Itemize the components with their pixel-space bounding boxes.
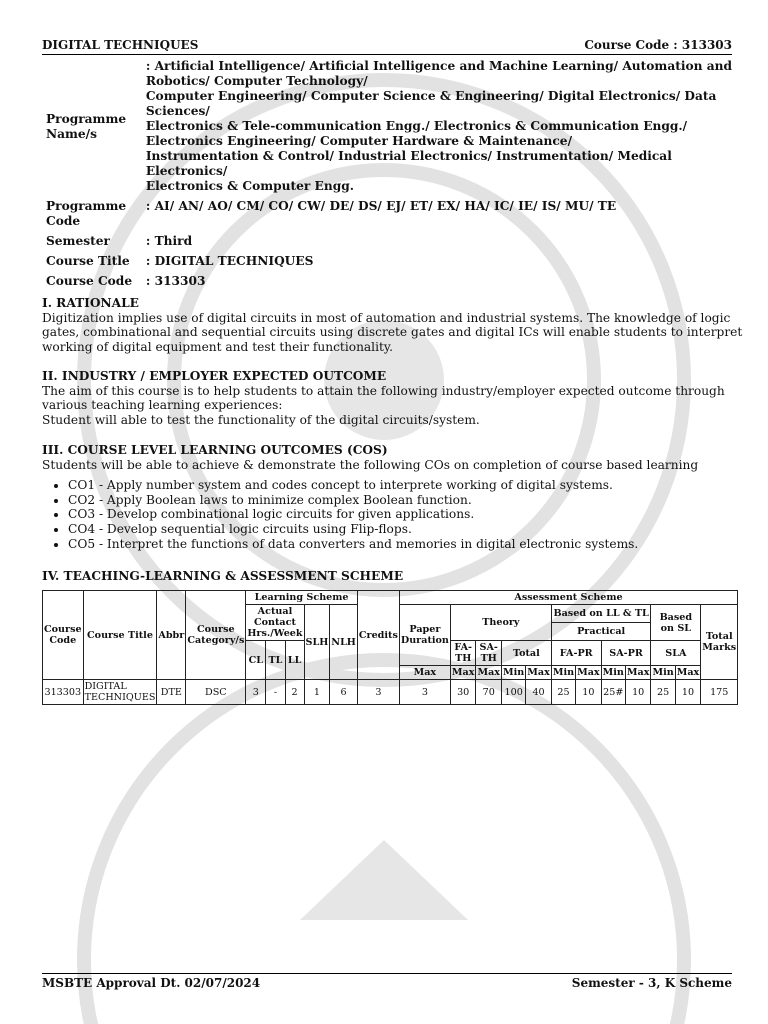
th-assessment-scheme: Assessment Scheme — [399, 591, 737, 605]
th-fa-th: FA-TH — [450, 641, 476, 666]
cell-total-min: 40 — [526, 680, 552, 705]
rationale-section — [42, 296, 743, 354]
programme-code-row — [42, 199, 732, 234]
cell-abbr: DTE — [157, 680, 186, 705]
th-course-title: Course Title — [83, 591, 157, 680]
cell-nlh: 6 — [330, 680, 358, 705]
th-cl: CL — [246, 641, 266, 680]
th-min: Min — [503, 667, 525, 678]
programme-names-label: Programme Name/s — [46, 111, 127, 141]
industry-outcome-line: Student will able to test the functionality of the digital circuits/system. — [42, 412, 480, 427]
cell-credits: 3 — [357, 680, 399, 705]
course-code-row — [42, 274, 732, 294]
th-max: Max — [577, 667, 600, 678]
scheme-data-row — [43, 680, 738, 705]
cell-fa-pr-max: 25 — [551, 680, 575, 705]
programme-code-label: Programme Code — [46, 199, 127, 228]
cell-cl: 3 — [246, 680, 266, 705]
programme-line: : Artificial Intelligence/ Artificial Intelligence and Machine Learning/ Automation and — [145, 59, 732, 73]
semester-value: : Third — [145, 234, 193, 248]
industry-outcome-line: various teaching learning experiences: — [42, 398, 283, 413]
cell-paper-duration: 3 — [399, 680, 450, 705]
th-max: Max — [676, 667, 700, 678]
th-min: Min — [602, 667, 624, 678]
cell-ll: 2 — [285, 680, 304, 705]
th-paper-duration: Paper Duration — [399, 605, 450, 666]
scheme-section — [42, 569, 732, 584]
th-based-ll-tl: Based on LL & TL — [551, 605, 651, 623]
th-credits: Credits — [357, 591, 399, 680]
course-title-row — [42, 254, 732, 274]
cell-total-max: 100 — [502, 680, 526, 705]
th-total-marks: Total Marks — [701, 605, 738, 680]
page-footer — [42, 973, 732, 990]
cell-slh: 1 — [304, 680, 330, 705]
industry-outcome-section — [42, 369, 732, 427]
programme-line: Electronics Engineering/ Computer Hardware & Maintenance/ — [145, 134, 573, 148]
th-slh: SLH — [304, 605, 330, 680]
course-outcome-item: • CO3 - Develop combinational logic circuits for given applications. — [68, 507, 732, 522]
th-based-sl: Based on SL — [651, 605, 701, 641]
th-sa-th: SA-TH — [476, 641, 502, 666]
rationale-line: gates, combinational and sequential circuits using discrete gates and digital ICs will enable students to interpret — [42, 325, 743, 340]
th-sla: SLA — [651, 641, 701, 666]
cell-sa-pr-min: 10 — [625, 680, 651, 705]
course-title-value: : DIGITAL TECHNIQUES — [145, 254, 314, 268]
cell-course-title: DIGITAL TECHNIQUES — [84, 681, 156, 703]
th-max: Max — [477, 667, 501, 678]
programme-info-table — [42, 59, 732, 294]
th-tl: TL — [266, 641, 285, 680]
cell-course-code: 313303 — [43, 680, 84, 705]
course-outcomes-list — [42, 478, 732, 551]
th-max: Max — [626, 667, 650, 678]
programme-line: Instrumentation & Control/ Industrial Electronics/ Instrumentation/ Medical — [145, 149, 672, 163]
programme-line: Electronics & Tele-communication Engg./ Electronics & Communication Engg./ — [145, 119, 688, 133]
rationale-line: Digitization implies use of digital circuits in most of automation and industrial systems. The knowledge of logic — [42, 310, 731, 325]
cell-sla-min: 10 — [675, 680, 701, 705]
th-nlh: NLH — [330, 605, 358, 680]
industry-outcome-line: The aim of this course is to help students to attain the following industry/employer expected outcome through — [42, 383, 725, 398]
course-code-label: Course Code — [46, 274, 133, 288]
programme-names-value — [146, 59, 732, 199]
cell-sa-th-max: 70 — [476, 680, 502, 705]
th-fa-pr: FA-PR — [551, 641, 601, 666]
course-outcomes-heading: III. COURSE LEVEL LEARNING OUTCOMES (COS) — [42, 443, 388, 457]
cell-total-marks: 175 — [701, 680, 738, 705]
semester-label: Semester — [46, 234, 110, 248]
programme-names-row — [42, 59, 732, 199]
th-abbr: Abbr — [157, 591, 186, 680]
course-outcome-item: • CO5 - Interpret the functions of data converters and memories in digital electronic systems. — [68, 537, 732, 552]
th-theory: Theory — [450, 605, 551, 641]
th-actual-contact: Actual Contact Hrs./Week — [247, 606, 303, 639]
header-course-name: DIGITAL TECHNIQUES — [42, 38, 199, 52]
programme-line: Electronics/ — [145, 164, 228, 178]
course-outcomes-section — [42, 443, 732, 551]
course-outcome-item: • CO1 - Apply number system and codes concept to interprete working of digital systems. — [68, 478, 732, 493]
th-max: Max — [527, 667, 550, 678]
th-min: Min — [552, 667, 575, 678]
header-course-code: Course Code : 313303 — [584, 38, 732, 52]
scheme-heading: IV. TEACHING-LEARNING & ASSESSMENT SCHEME — [42, 569, 404, 583]
rationale-heading: I. RATIONALE — [42, 296, 139, 310]
cell-sa-pr-max: 25# — [601, 680, 625, 705]
course-title-label: Course Title — [46, 254, 130, 268]
cell-category: DSC — [186, 680, 246, 705]
programme-code-value: : AI/ AN/ AO/ CM/ CO/ CW/ DE/ DS/ EJ/ ET/ EX/ HA/ IC/ IE/ IS/ MU/ TE — [145, 199, 617, 213]
cell-tl: - — [266, 680, 285, 705]
programme-line: Electronics & Computer Engg. — [145, 179, 354, 193]
scheme-table — [42, 590, 738, 705]
course-outcomes-intro: Students will be able to achieve & demonstrate the following COs on completion of course based learning — [42, 457, 699, 472]
programme-line: Robotics/ Computer Technology/ — [145, 74, 368, 88]
th-max: Max — [451, 667, 475, 678]
th-learning-scheme: Learning Scheme — [246, 591, 358, 605]
programme-line: Sciences/ — [145, 104, 210, 118]
cell-fa-th-max: 30 — [450, 680, 476, 705]
th-min: Min — [652, 667, 674, 678]
th-ll: LL — [285, 641, 304, 680]
programme-line: Computer Engineering/ Computer Science & Engineering/ Digital Electronics/ Data — [145, 89, 717, 103]
page-header — [42, 38, 732, 55]
cell-sla-max: 25 — [651, 680, 675, 705]
course-code-value: : 313303 — [145, 274, 206, 288]
course-outcome-item: • CO2 - Apply Boolean laws to minimize complex Boolean function. — [68, 493, 732, 508]
footer-semester-scheme: Semester - 3, K Scheme — [571, 976, 732, 990]
semester-row — [42, 234, 732, 254]
th-practical: Practical — [551, 623, 651, 641]
rationale-line: working of digital equipment and test their functionality. — [42, 339, 394, 354]
th-max: Max — [399, 666, 450, 680]
th-course-code: Course Code — [43, 591, 84, 680]
th-category: Course Category/s — [186, 591, 246, 680]
industry-outcome-heading: II. INDUSTRY / EMPLOYER EXPECTED OUTCOME — [42, 369, 387, 383]
course-outcome-item: • CO4 - Develop sequential logic circuits using Flip-flops. — [68, 522, 732, 537]
th-total: Total — [502, 641, 552, 666]
scheme-header-row-1 — [43, 591, 738, 605]
footer-approval-date: MSBTE Approval Dt. 02/07/2024 — [42, 976, 261, 990]
cell-fa-pr-min: 10 — [576, 680, 602, 705]
th-sa-pr: SA-PR — [601, 641, 651, 666]
